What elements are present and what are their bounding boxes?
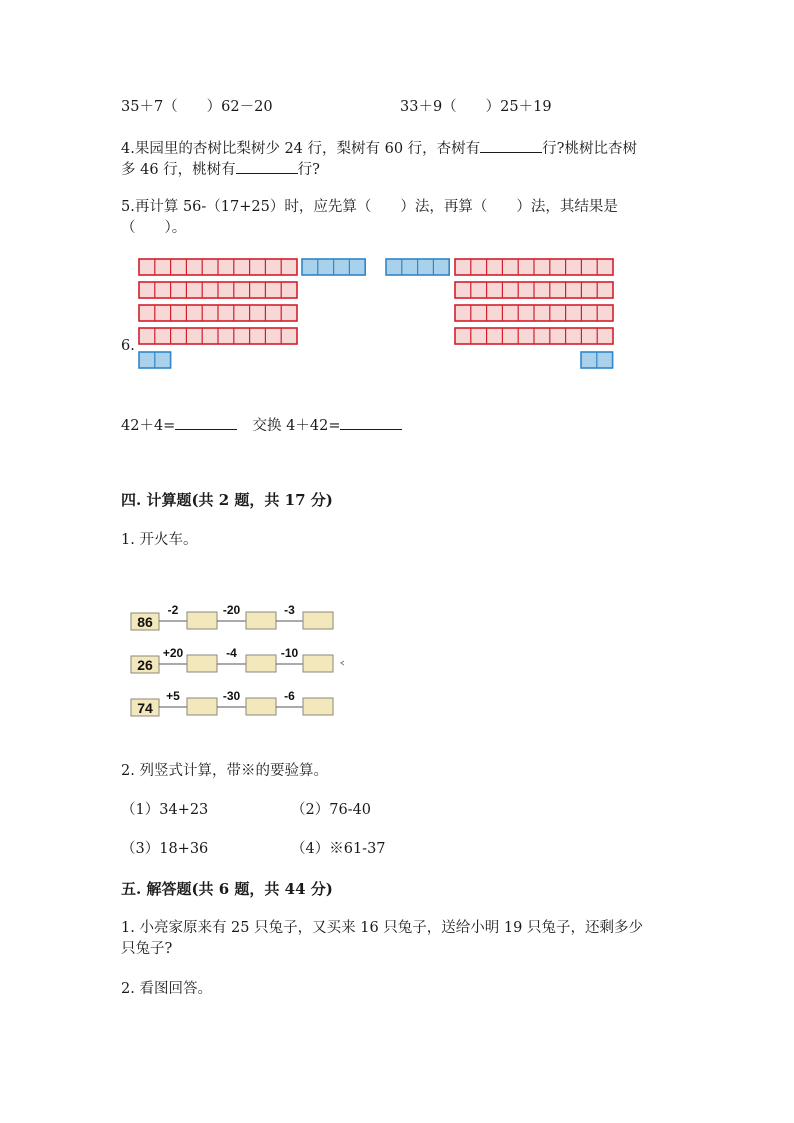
q4-text-a: 4.果园里的杏树比梨树少 24 行，梨树有 60 行，杏树有 xyxy=(121,141,481,157)
q5-line-1: 5.再计算 56-（17+25）时，应先算（ ）法，再算（ ）法，其结果是 xyxy=(121,199,618,215)
train-operation-label: -4 xyxy=(226,646,237,660)
train-answer-box[interactable] xyxy=(246,612,276,629)
vertical-calc-item-1: （1）34+23 xyxy=(121,802,209,818)
q6-number-label: 6. xyxy=(121,338,135,354)
train-answer-box[interactable] xyxy=(246,698,276,715)
train-start-number: 74 xyxy=(137,700,153,716)
train-operation-label: -30 xyxy=(222,689,241,703)
train-operation-label: -2 xyxy=(167,603,179,617)
q4-text-d: 行? xyxy=(297,162,320,178)
train-operation-label: -3 xyxy=(284,603,295,617)
train-answer-box[interactable] xyxy=(187,612,217,629)
q3-expression-1: 35＋7（ ）62－20 xyxy=(121,99,273,115)
s5-q1-line-2: 只兔子? xyxy=(121,941,173,957)
q4-text-b: 行?桃树比杏树 xyxy=(542,141,637,157)
train-answer-box[interactable] xyxy=(303,698,333,715)
train-operation-label: +20 xyxy=(162,646,184,660)
section-5-title: 五. 解答题(共 6 题，共 44 分) xyxy=(121,880,333,898)
train-answer-box[interactable] xyxy=(187,698,217,715)
q6-equation-2: 交换 4＋42= xyxy=(252,418,341,434)
q6-equation-1: 42＋4= xyxy=(121,418,176,434)
train-operation-label: -6 xyxy=(284,689,295,703)
s4-q2-prompt: 2. 列竖式计算，带※的要验算。 xyxy=(121,763,328,779)
train-answer-box[interactable] xyxy=(246,655,276,672)
vertical-calc-item-3: （3）18+36 xyxy=(121,841,209,857)
s5-q2-prompt: 2. 看图回答。 xyxy=(121,981,212,997)
stray-mark xyxy=(341,661,344,665)
s4-q1-prompt: 1. 开火车。 xyxy=(121,532,198,548)
train-operation-label: +5 xyxy=(166,689,180,703)
train-answer-box[interactable] xyxy=(303,655,333,672)
section-4-title: 四. 计算题(共 2 题，共 17 分) xyxy=(121,491,333,509)
train-answer-box[interactable] xyxy=(303,612,333,629)
q3-expression-2: 33＋9（ ）25＋19 xyxy=(400,99,552,115)
train-operation-label: -20 xyxy=(222,603,241,617)
train-start-number: 86 xyxy=(137,614,153,630)
train-answer-box[interactable] xyxy=(187,655,217,672)
q4-text-c: 多 46 行，桃树有 xyxy=(121,162,236,178)
train-start-number: 26 xyxy=(137,657,153,673)
vertical-calc-item-4: （4）※61-37 xyxy=(291,841,386,857)
s5-q1-line-1: 1. 小亮家原来有 25 只兔子，又买来 16 只兔子，送给小明 19 只兔子，还剩多少 xyxy=(121,920,643,936)
train-operation-label: -10 xyxy=(280,646,299,660)
vertical-calc-item-2: （2）76-40 xyxy=(291,802,372,818)
q5-line-2: （ ）。 xyxy=(121,220,187,236)
